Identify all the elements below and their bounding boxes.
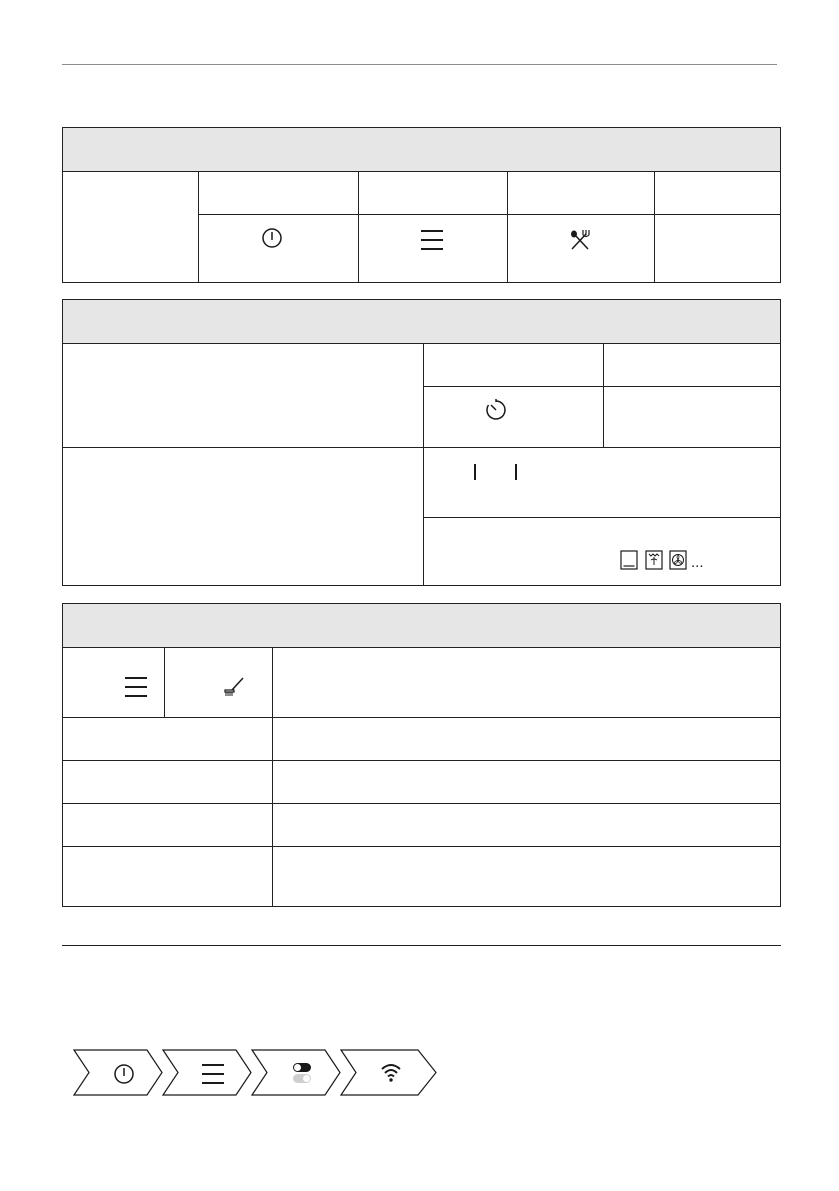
table-2-cell-range [423, 447, 781, 517]
settings-table-2 [62, 299, 781, 586]
conventional-heating-icon [620, 550, 638, 570]
table-2-row-1-label [63, 343, 423, 447]
table-3-row-3-desc [272, 760, 781, 803]
table-3-cell-cleaning [164, 647, 272, 717]
table-3-row-5-label [63, 846, 272, 907]
table-1-col-3-head [507, 171, 654, 214]
table-2-row-1-col-1-head [423, 343, 603, 386]
more-functions-ellipsis: ... [691, 554, 704, 571]
power-icon [261, 227, 283, 249]
table-2-row-2-label [63, 447, 423, 586]
table-3-row-2-desc [272, 717, 781, 760]
table-1-cell-power [198, 214, 358, 283]
table-3-row-3-label [63, 760, 272, 803]
table-2-cell-functions [423, 517, 781, 586]
table-3-row-2-label [63, 717, 272, 760]
table-2-cell-timer [423, 386, 603, 447]
table-2-cell-empty [603, 386, 781, 447]
fan-heating-icon [669, 550, 687, 570]
timer-icon [484, 398, 508, 422]
table-1-col-1-head [198, 171, 358, 214]
grill-fan-icon [645, 550, 663, 570]
wifi-icon [380, 1062, 402, 1082]
header-rule [62, 64, 777, 65]
table-1-header [63, 128, 780, 172]
table-3-cell-menu [63, 647, 164, 717]
menu-icon [124, 676, 148, 698]
table-3-row-4-desc [272, 803, 781, 846]
table-3-header [63, 604, 780, 648]
power-icon [113, 1063, 135, 1085]
table-3-row-4-label [63, 803, 272, 846]
table-2-header [63, 300, 780, 344]
table-1-cell-menu [358, 214, 507, 283]
menu-icon [201, 1063, 225, 1085]
table-3-row-1-desc [272, 647, 781, 717]
separator-bar-icon [473, 464, 477, 480]
table-2-row-1-col-2-head [603, 343, 781, 386]
table-3-row-5-desc [272, 846, 781, 907]
cleaning-brush-icon [223, 676, 247, 698]
cooking-icon [569, 229, 591, 251]
settings-table-1 [62, 127, 781, 283]
toggle-settings-icon [292, 1062, 312, 1084]
menu-icon [420, 229, 444, 251]
table-1-row-label [63, 171, 198, 283]
separator-bar-icon [514, 464, 518, 480]
settings-table-3 [62, 603, 781, 907]
table-1-cell-empty [654, 214, 781, 283]
table-1-col-4-head [654, 171, 781, 214]
section-rule [62, 945, 781, 946]
table-1-col-2-head [358, 171, 507, 214]
table-1-cell-cooking [507, 214, 654, 283]
